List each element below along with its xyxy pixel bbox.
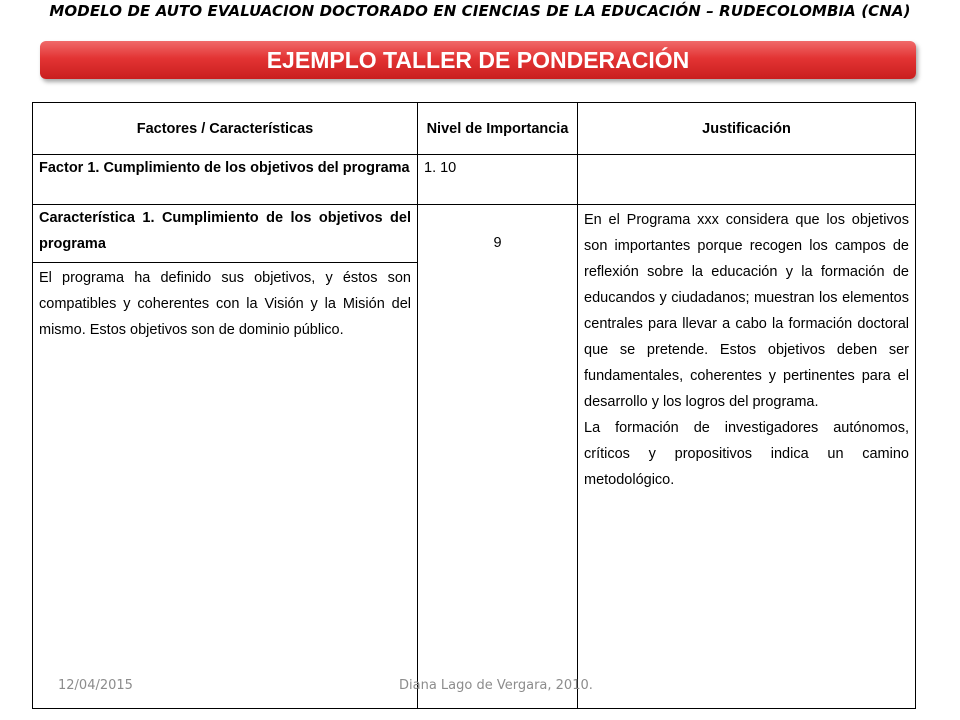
characteristic-level: 9 <box>418 205 578 709</box>
ponderation-table <box>32 102 916 709</box>
slide-banner: EJEMPLO TALLER DE PONDERACIÓN <box>40 41 916 79</box>
justification-paragraph: La formación de investigadores autónomos, críticos y propositivos indica un camino metodológico. <box>584 420 909 488</box>
factor-name: Factor 1. Cumplimiento de los objetivos del programa <box>33 155 418 205</box>
characteristic-justification <box>578 205 916 709</box>
document-title: MODELO DE AUTO EVALUACION DOCTORADO EN CIENCIAS DE LA EDUCACIÓN – RUDECOLOMBIA (CNA) <box>49 2 911 20</box>
factor-level: 1. 10 <box>418 155 578 205</box>
table-row <box>33 155 916 205</box>
header-factors: Factores / Características <box>33 103 418 155</box>
footer-author: Diana Lago de Vergara, 2010. <box>399 678 593 693</box>
characteristic-name: Característica 1. Cumplimiento de los objetivos del programa <box>33 205 418 263</box>
table-row <box>33 205 916 263</box>
justification-paragraph: En el Programa xxx considera que los objetivos son importantes porque recogen los campos de reflexión sobre la educación y la formación de educandos y ciudadanos; muestran los elementos centrales para llevar a cabo la formación doctoral que se pretende. Estos objetivos deben ser fundamentales, coherentes y pertinentes para el desarrollo y los logros del programa. <box>584 212 909 410</box>
table-header-row <box>33 103 916 155</box>
header-justification: Justificación <box>578 103 916 155</box>
characteristic-description: El programa ha definido sus objetivos, y éstos son compatibles y coherentes con la Visión y la Misión del mismo. Estos objetivos son de dominio público. <box>33 263 418 709</box>
factor-justification <box>578 155 916 205</box>
footer-date: 12/04/2015 <box>58 678 133 693</box>
header-importance: Nivel de Importancia <box>418 103 578 155</box>
